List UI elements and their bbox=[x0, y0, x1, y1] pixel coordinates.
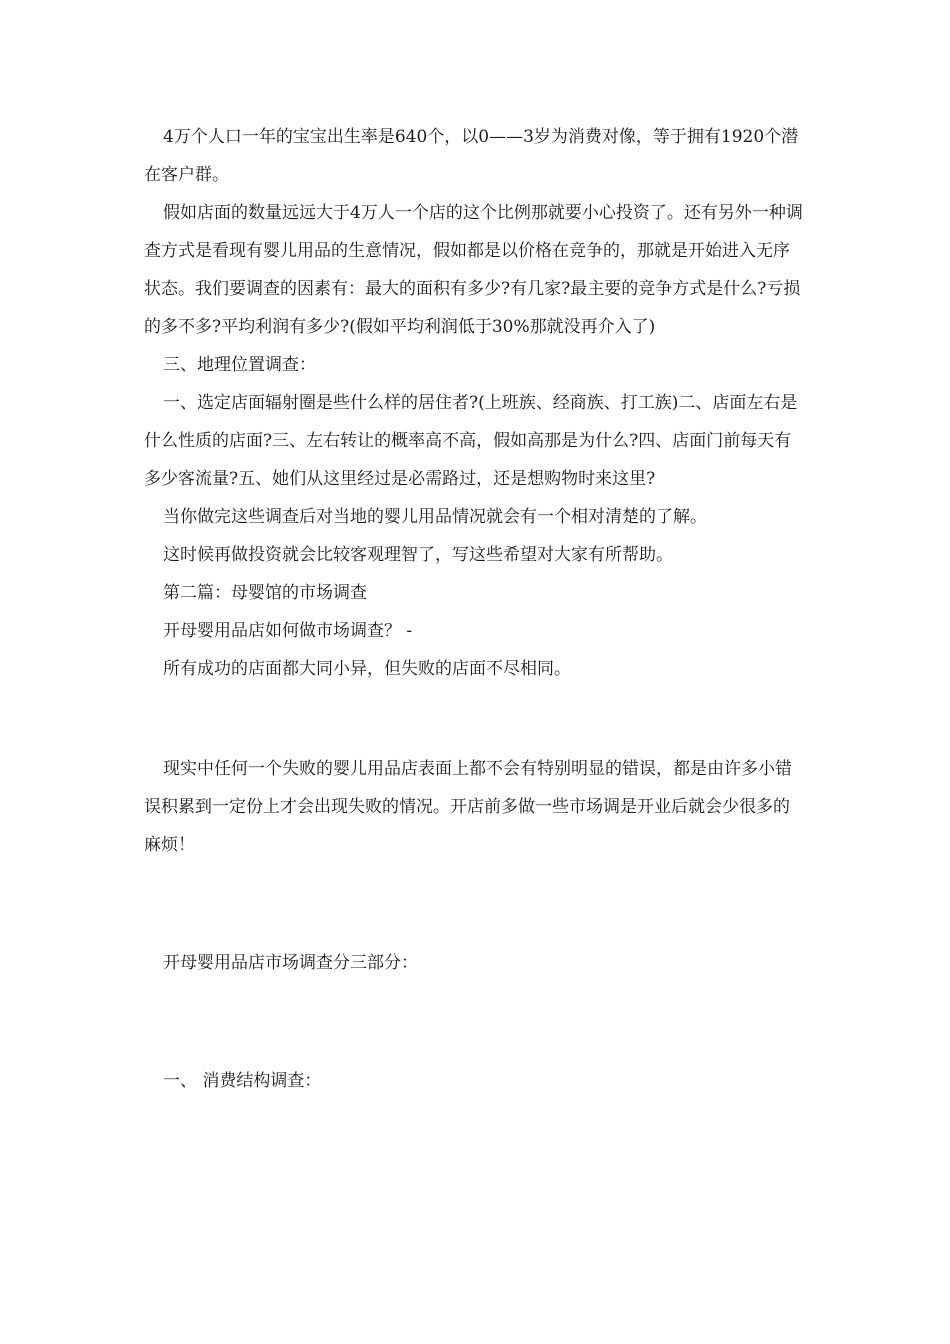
paragraph-after-survey: 当你做完这些调查后对当地的婴儿用品情况就会有一个相对清楚的了解。 bbox=[163, 507, 707, 527]
paragraph-success-failure: 所有成功的店面都大同小异，但失败的店面不尽相同。 bbox=[163, 659, 571, 679]
heading-part-two: 第二篇：母婴馆的市场调查 bbox=[163, 583, 367, 603]
paragraph-location-questions: 一、选定店面辐射圈是些什么样的居住者?(上班族、经商族、打工族)二、店面左右是什么性质的店面?三、左右转让的概率高不高，假如高那是为什么?四、店面门前每天有多少客流量?五、她们从这里经过是必需路过，还是想购物时来这里? bbox=[144, 393, 798, 489]
paragraph-conclusion: 这时候再做投资就会比较客观理智了，写这些希望对大家有所帮助。 bbox=[163, 545, 673, 565]
paragraph-three-parts: 开母婴用品店市场调查分三部分： bbox=[163, 953, 418, 973]
heading-location-survey: 三、地理位置调查： bbox=[163, 355, 316, 375]
paragraph-store-count: 假如店面的数量远远大于4万人一个店的这个比例那就要小心投资了。还有另外一种调查方式是看现有婴儿用品的生意情况，假如都是以价格在竞争的，那就是开始进入无序状态。我们要调查的因素有：最大的面积有多少?有几家?最主要的竞争方式是什么?亏损的多不多?平均利润有多少?(假如平均利润低于30%那就没再介入了) bbox=[144, 203, 803, 337]
heading-consumption-structure: 一、 消费结构调查： bbox=[163, 1071, 322, 1091]
document-body bbox=[144, 118, 806, 1100]
heading-how-to-survey: 开母婴用品店如何做市场调查？ - bbox=[163, 621, 413, 641]
paragraph-birth-rate: 4万个人口一年的宝宝出生率是640个，以0——3岁为消费对像，等于拥有1920个潜在客户群。 bbox=[144, 127, 799, 185]
paragraph-small-mistakes: 现实中任何一个失败的婴儿用品店表面上都不会有特别明显的错误，都是由许多小错误积累到一定份上才会出现失败的情况。开店前多做一些市场调是开业后就会少很多的麻烦！ bbox=[144, 759, 792, 855]
